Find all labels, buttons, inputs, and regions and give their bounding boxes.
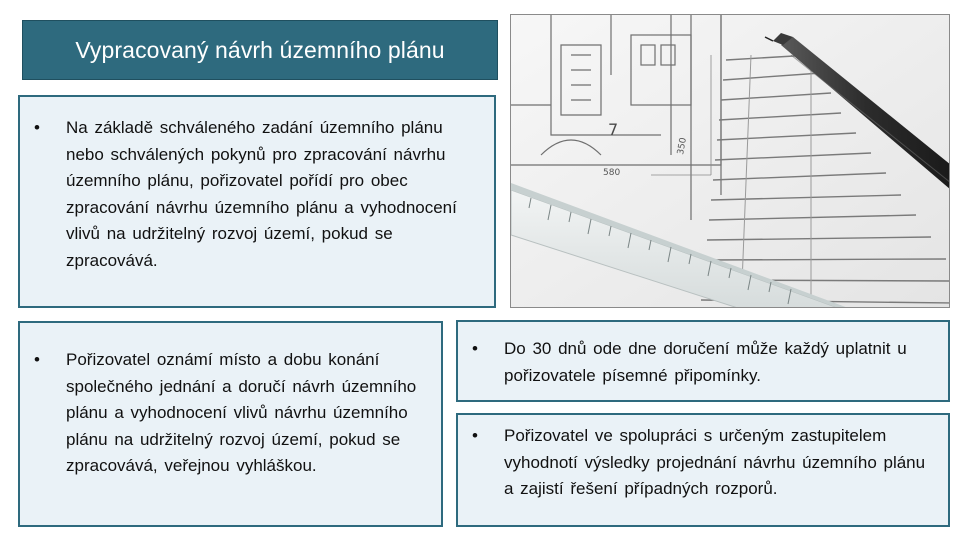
annotation-350: 350 [676,136,689,156]
list-item [32,115,478,274]
text-box-1 [18,95,496,308]
slide-title-box [22,20,498,80]
annotation-580: 580 [603,168,621,178]
list-item [32,347,425,480]
blueprint-photo [510,14,950,308]
list-item-text: Na základě schváleného zadání územního plánu nebo schválených pokynů pro zpracování návrhu územního plánu, pořizovatel pořídí pro obec zpracování návrhu územního plánu a vyhodnocení vlivů na udržitelný rozvoj území, pokud se zpracovává. [66,118,457,270]
bullet: • [472,426,478,445]
list-item [470,423,932,503]
slide-title: Vypracovaný návrh územního plánu [75,36,445,63]
text-box-2 [18,321,443,527]
bullet: • [472,339,478,358]
list-item-text: Pořizovatel oznámí místo a dobu konání společného jednání a doručí návrh územního plánu a vyhodnocení vlivů návrhu územního plánu na udržitelný rozvoj území, pokud se zpracovává, veřejnou vyhláškou. [66,350,417,475]
text-box-4 [456,413,950,527]
blueprint-illustration [511,15,950,308]
list-item-text: Do 30 dnů ode dne doručení může každý uplatnit u pořizovatele písemné připomínky. [504,339,907,385]
bullet: • [34,118,40,137]
text-box-3 [456,320,950,402]
bullet: • [34,350,40,369]
list-item [470,336,932,389]
annotation-7: 7 [608,120,619,139]
list-item-text: Pořizovatel ve spolupráci s určeným zastupitelem vyhodnotí výsledky projednání návrhu územního plánu a zajistí řešení případných rozporů. [504,426,926,498]
